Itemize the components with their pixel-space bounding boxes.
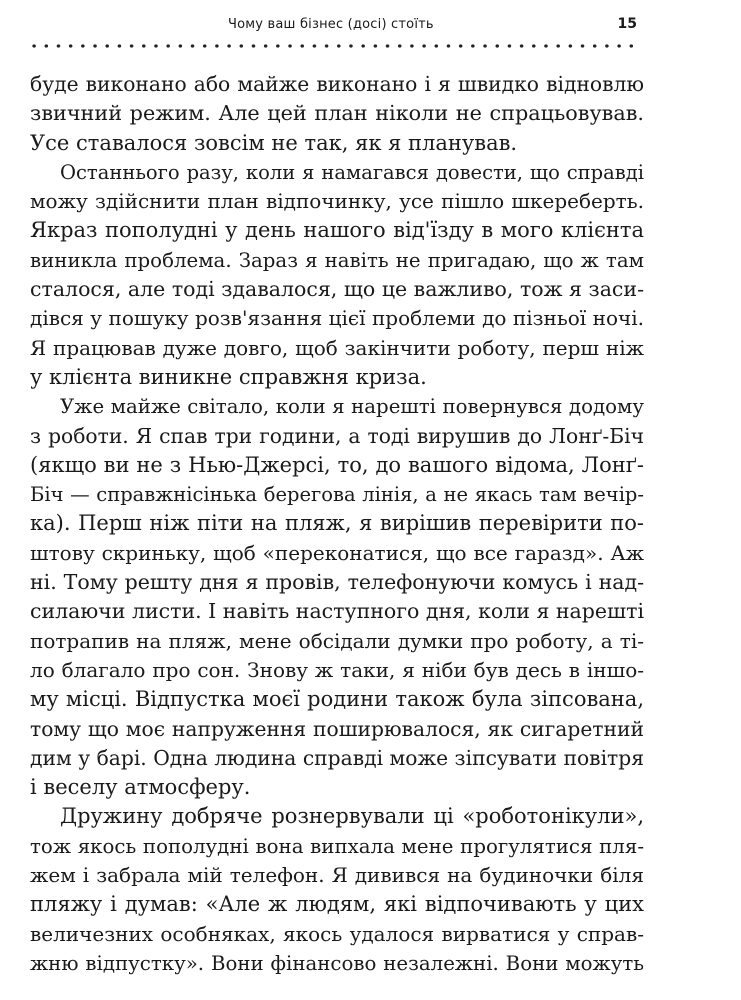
text-line: жем і забрала мій телефон. Я дивився на будиночки біля	[30, 863, 644, 888]
running-header	[0, 14, 741, 40]
text-line: сталося, але тоді здавалося, що це важливо, тож я заси-	[30, 277, 644, 302]
text-line: ні. Тому решту дня я провів, телефонуючи комусь і над-	[30, 570, 644, 595]
dotted-divider	[28, 44, 640, 48]
text-line: ка). Перш ніж піти на пляж, я вирішив перевірити по-	[30, 511, 644, 536]
text-line: жню відпустку». Вони фінансово незалежні. Вони можуть	[30, 951, 644, 975]
text-line: Усе ставалося зовсім не так, як я планував.	[30, 130, 518, 155]
body-text	[30, 70, 644, 978]
text-line: буде виконано або майже виконано і я швидко відновлю	[30, 72, 644, 96]
paragraph-2	[30, 158, 644, 392]
text-line: пляжу і думав: «Але ж людям, які відпочивають у цих	[30, 892, 644, 917]
paragraph-1	[30, 70, 644, 158]
text-line: тож якось пополудні вона випхала мене прогулятися пля-	[30, 834, 644, 858]
text-line: Якраз пополудні у день нашого від'їзду в мого клієнта	[30, 218, 644, 243]
text-line: тому що моє напруження поширювалося, як сигаретний	[30, 716, 644, 741]
text-line: му місці. Відпустка моєї родини також була зіпсована,	[30, 687, 644, 712]
text-line: Дружину добряче рознервували ці «роботонікули»,	[60, 804, 644, 829]
text-line: можу здійснити план відпочинку, усе пішло шкереберть.	[30, 189, 644, 214]
text-line: виникла проблема. Зараз я навіть не пригадаю, що ж там	[30, 248, 644, 272]
text-line: дим у барі. Одна людина справді може зіпсувати повітря	[30, 745, 644, 770]
text-line: дівся у пошуку розв'язання цієї проблеми до пізньої ночі.	[30, 306, 644, 331]
text-line: штову скриньку, щоб «переконатися, що все гаразд». Аж	[30, 540, 644, 565]
text-line: у клієнта виникне справжня криза.	[30, 364, 427, 389]
text-line: величезних особняках, якось удалося вирватися у справ-	[30, 921, 644, 946]
text-line: з роботи. Я спав три години, а тоді вирушив до Лонґ-Біч	[30, 423, 644, 448]
paragraph-4	[30, 802, 644, 978]
running-header-title: Чому ваш бізнес (досі) стоїть	[228, 17, 434, 32]
text-line: звичний режим. Але цей план ніколи не спрацьовував.	[30, 101, 644, 126]
text-line: Я працював дуже довго, щоб закінчити роботу, перш ніж	[30, 335, 644, 360]
text-line: Останнього разу, коли я намагався довести, що справді	[60, 160, 644, 184]
text-line: потрапив на пляж, мене обсідали думки про роботу, а ті-	[30, 628, 644, 653]
text-line: ло благало про сон. Знову ж таки, я ніби був десь в іншо-	[30, 657, 644, 682]
text-line: (якщо ви не з Нью-Джерсі, то, до вашого відома, Лонґ-	[30, 452, 644, 477]
text-line: Біч — справжнісінька берегова лінія, а не якась там вечір-	[30, 483, 644, 507]
text-line: і веселу атмосферу.	[30, 775, 251, 800]
paragraph-3	[30, 392, 644, 802]
page-number: 15	[617, 16, 637, 32]
text-line: Уже майже світало, коли я нарешті повернувся додому	[60, 395, 644, 419]
text-line: силаючи листи. І навіть наступного дня, коли я нарешті	[30, 599, 644, 624]
